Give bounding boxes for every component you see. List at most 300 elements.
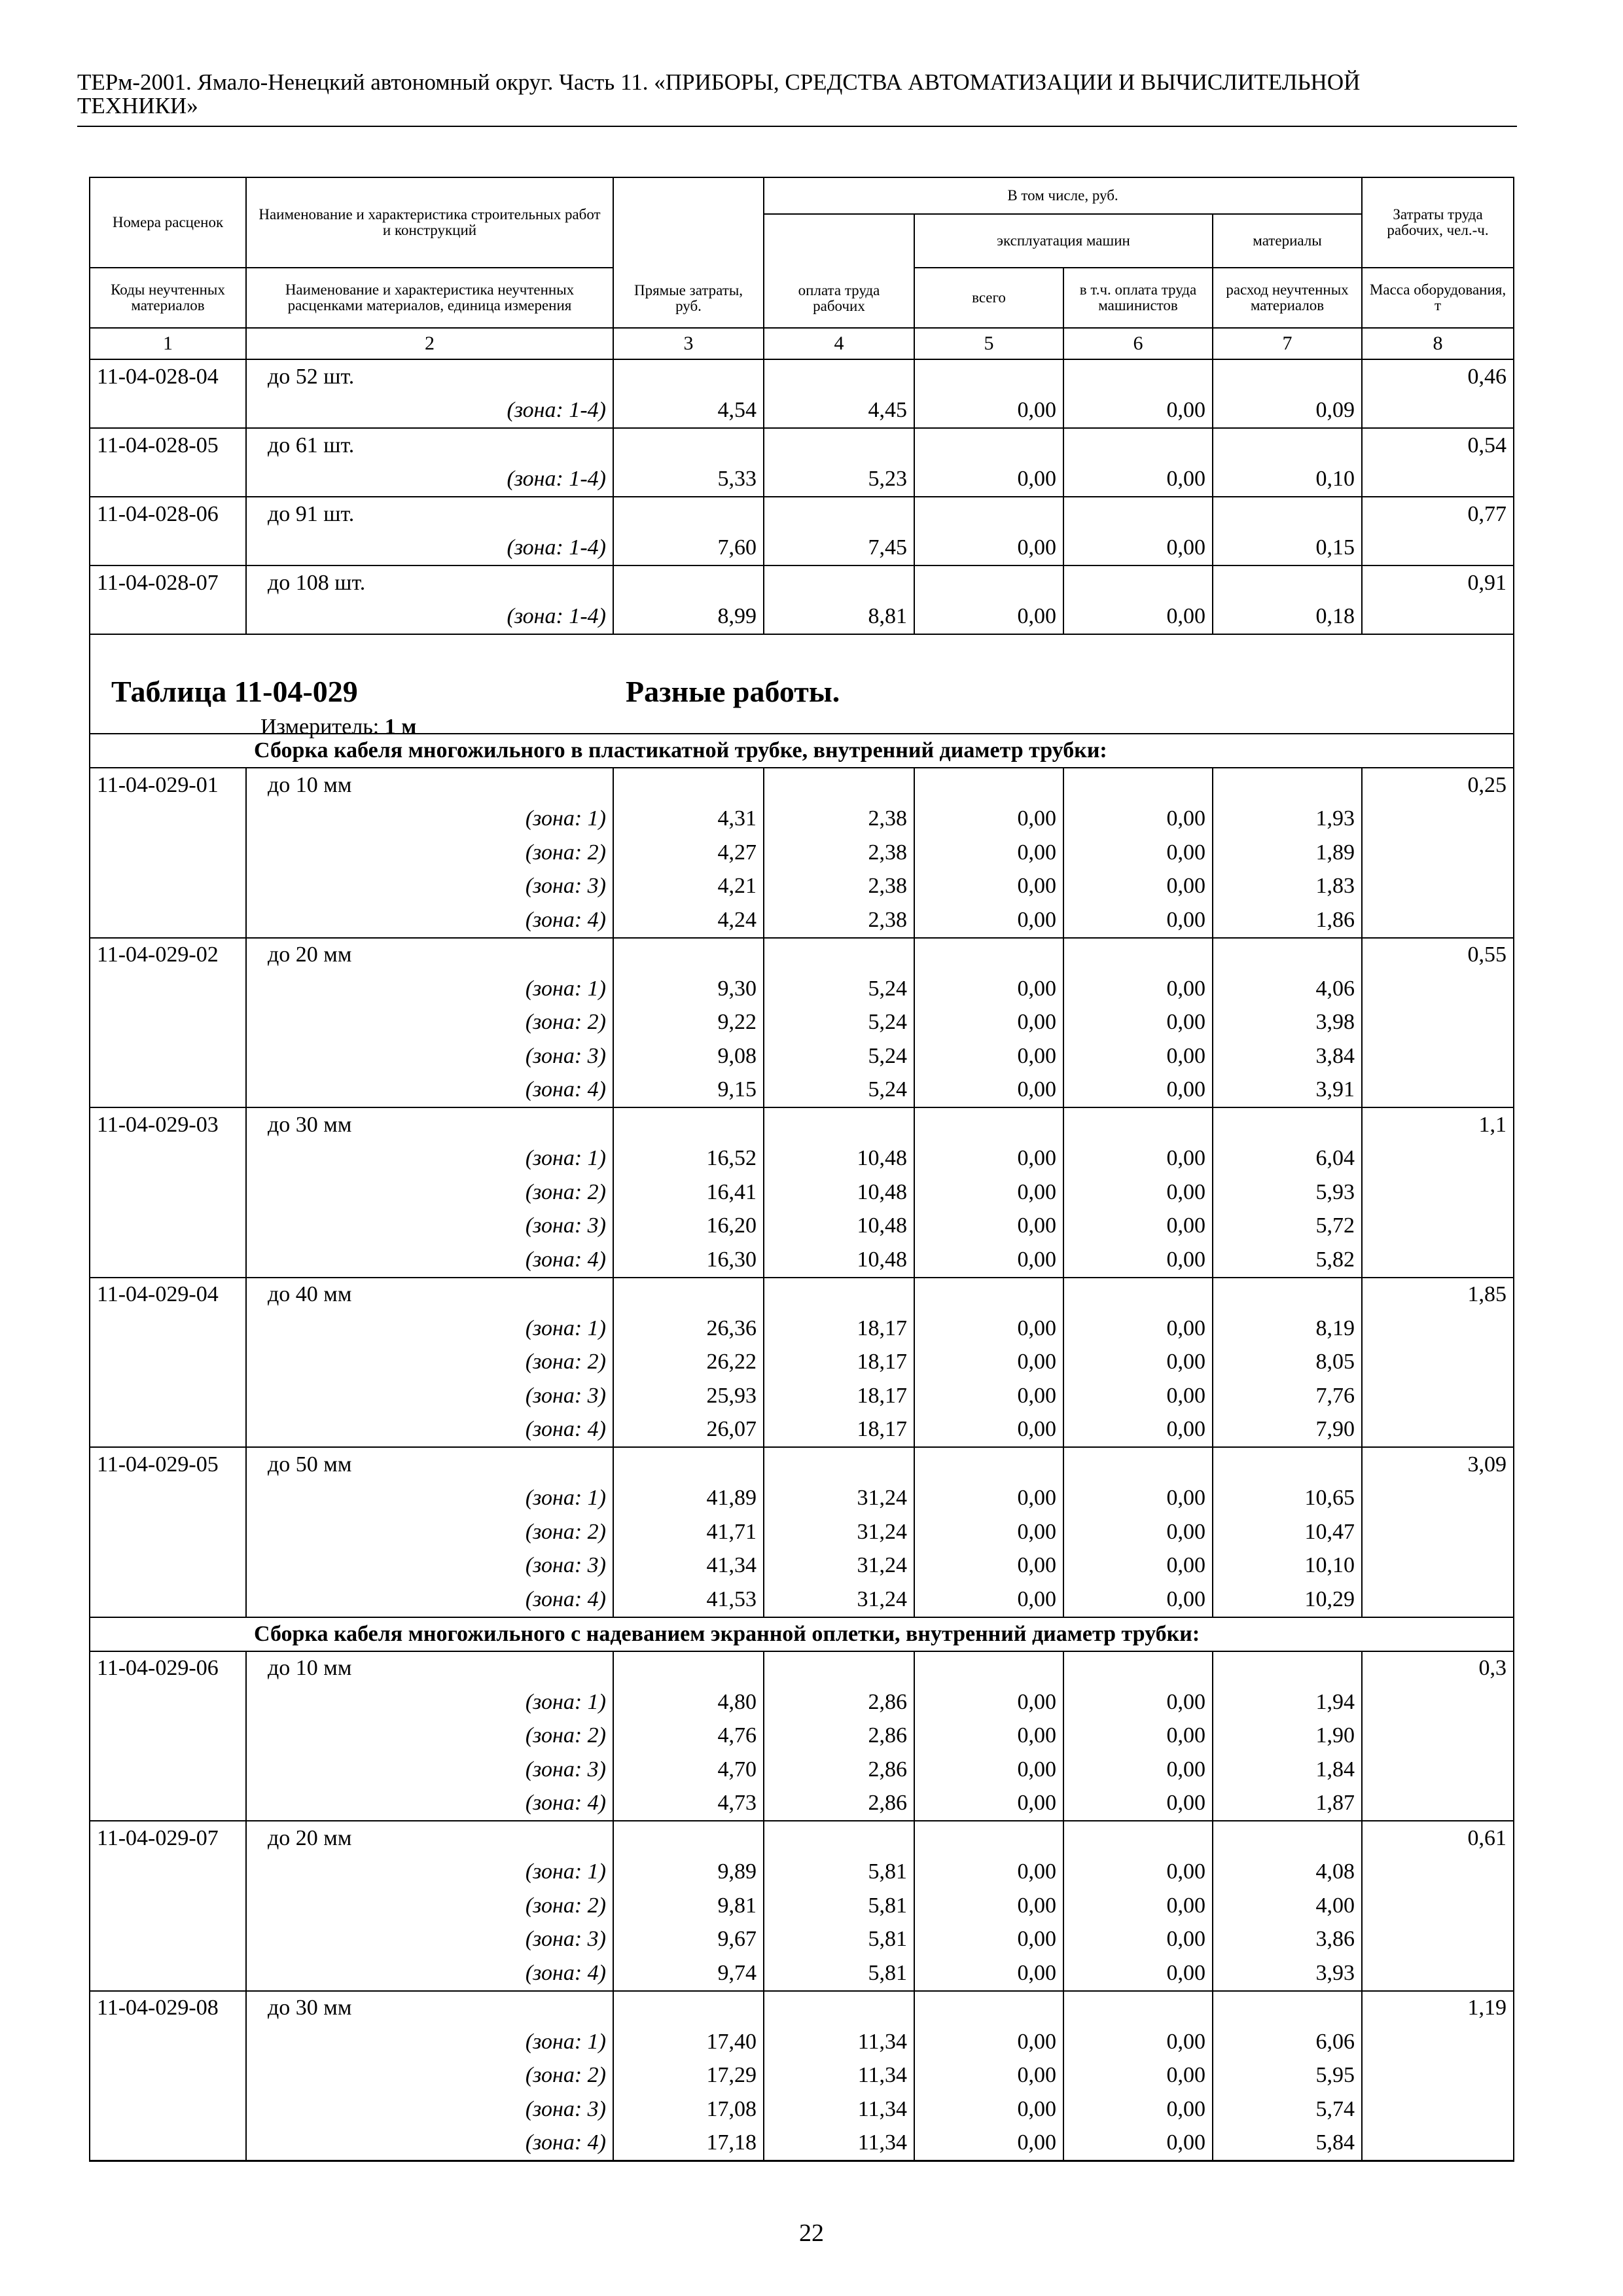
machines-total: 0,00 [914, 972, 1063, 1006]
machines-total: 0,00 [914, 394, 1063, 429]
empty-cell [1362, 1413, 1514, 1448]
worker-pay: 2,86 [764, 1719, 914, 1753]
direct-costs: 4,80 [613, 1685, 764, 1719]
worker-pay: 5,81 [764, 1956, 914, 1991]
worker-pay: 2,86 [764, 1685, 914, 1719]
materials-cost: 1,90 [1213, 1719, 1362, 1753]
rate-code: 11-04-029-08 [90, 1991, 246, 2026]
zone-label: (зона: 1) [246, 1142, 613, 1176]
empty-cell [613, 565, 764, 600]
machines-total: 0,00 [914, 802, 1063, 836]
empty-cell [1362, 1787, 1514, 1821]
column-number: 8 [1362, 328, 1514, 359]
empty-cell [764, 1991, 914, 2026]
machinist-pay: 0,00 [1063, 1210, 1213, 1244]
labor-cost: 3,09 [1362, 1447, 1514, 1482]
machines-total: 0,00 [914, 1243, 1063, 1278]
table-title [97, 648, 1507, 739]
table-row [90, 497, 1514, 531]
empty-cell [1362, 1856, 1514, 1890]
empty-cell [90, 2059, 246, 2093]
direct-costs: 4,31 [613, 802, 764, 836]
col4-header: оплата труда рабочих [764, 214, 914, 328]
empty-cell [1362, 600, 1514, 635]
zone-label: (зона: 4) [246, 1583, 613, 1617]
empty-cell [1213, 1278, 1362, 1312]
rate-code: 11-04-029-05 [90, 1447, 246, 1482]
machinist-pay: 0,00 [1063, 903, 1213, 938]
table-row [90, 1753, 1514, 1787]
empty-cell [1063, 938, 1213, 973]
empty-cell [90, 1719, 246, 1753]
direct-costs: 41,53 [613, 1583, 764, 1617]
labor-cost: 0,3 [1362, 1651, 1514, 1686]
machines-total: 0,00 [914, 463, 1063, 497]
table-row [90, 1447, 1514, 1482]
machinist-pay: 0,00 [1063, 1889, 1213, 1923]
empty-cell [90, 870, 246, 904]
section-title: Сборка кабеля многожильного с надеванием экранной оплетки, внутренний диаметр трубки: [90, 1617, 1514, 1651]
worker-pay: 5,81 [764, 1889, 914, 1923]
zone-label: (зона: 3) [246, 1923, 613, 1957]
machinist-pay: 0,00 [1063, 870, 1213, 904]
zone-label: (зона: 1) [246, 1685, 613, 1719]
machines-total: 0,00 [914, 2092, 1063, 2126]
header-line-2: ТЕХНИКИ» [77, 93, 198, 118]
table-row [90, 1346, 1514, 1380]
materials-cost: 1,93 [1213, 802, 1362, 836]
materials-cost: 1,84 [1213, 1753, 1362, 1787]
table-row [90, 1719, 1514, 1753]
materials-cost: 10,10 [1213, 1549, 1362, 1583]
table-row [90, 1583, 1514, 1617]
rate-code: 11-04-028-04 [90, 359, 246, 394]
empty-cell [1362, 2092, 1514, 2126]
empty-cell [1362, 1346, 1514, 1380]
worker-pay: 5,81 [764, 1923, 914, 1957]
empty-cell [1063, 1107, 1213, 1142]
empty-cell [1362, 1583, 1514, 1617]
worker-pay: 2,86 [764, 1787, 914, 1821]
col5-header: всего [914, 268, 1063, 328]
column-number: 2 [246, 328, 613, 359]
materials-cost: 4,00 [1213, 1889, 1362, 1923]
empty-cell [1362, 1753, 1514, 1787]
empty-cell [764, 1447, 914, 1482]
machines-total: 0,00 [914, 1549, 1063, 1583]
direct-costs: 9,30 [613, 972, 764, 1006]
empty-cell [1213, 1991, 1362, 2026]
empty-cell [1362, 1175, 1514, 1210]
machines-total: 0,00 [914, 1413, 1063, 1448]
worker-pay: 31,24 [764, 1515, 914, 1549]
machinist-pay: 0,00 [1063, 1243, 1213, 1278]
empty-cell [914, 359, 1063, 394]
machines-total: 0,00 [914, 836, 1063, 870]
materials-cost: 5,93 [1213, 1175, 1362, 1210]
section-title: Сборка кабеля многожильного в пластикатной трубке, внутренний диаметр трубки: [90, 734, 1514, 768]
rates-table-body [90, 177, 1514, 2161]
zone-label: (зона: 2) [246, 1175, 613, 1210]
machines-total: 0,00 [914, 1583, 1063, 1617]
machines-total: 0,00 [914, 1856, 1063, 1890]
machines-total: 0,00 [914, 1956, 1063, 1991]
empty-cell [1213, 1651, 1362, 1686]
machines-total: 0,00 [914, 1142, 1063, 1176]
unit-of-measure [260, 715, 416, 740]
rate-name: до 91 шт. [246, 497, 613, 531]
empty-cell [1063, 1278, 1213, 1312]
table-row [90, 1006, 1514, 1040]
worker-pay: 2,38 [764, 836, 914, 870]
col1-top-header: Номера расценок [90, 177, 246, 268]
table-row [90, 1312, 1514, 1346]
empty-cell [90, 1923, 246, 1957]
table-row [90, 1379, 1514, 1413]
empty-cell [1063, 1447, 1213, 1482]
zone-label: (зона: 4) [246, 1787, 613, 1821]
empty-cell [1362, 1006, 1514, 1040]
table-row [90, 1923, 1514, 1957]
zone-label: (зона: 3) [246, 1379, 613, 1413]
worker-pay: 18,17 [764, 1346, 914, 1380]
empty-cell [914, 1107, 1063, 1142]
worker-pay: 11,34 [764, 2059, 914, 2093]
empty-cell [914, 497, 1063, 531]
worker-pay: 18,17 [764, 1413, 914, 1448]
empty-cell [613, 1651, 764, 1686]
empty-cell [764, 1651, 914, 1686]
labor-cost: 0,91 [1362, 565, 1514, 600]
empty-cell [914, 1991, 1063, 2026]
table-row [90, 2059, 1514, 2093]
machinist-pay: 0,00 [1063, 1719, 1213, 1753]
table-title-row [90, 634, 1514, 734]
zone-label: (зона: 1-4) [246, 600, 613, 635]
empty-cell [90, 1685, 246, 1719]
table-row [90, 1482, 1514, 1516]
machinist-pay: 0,00 [1063, 463, 1213, 497]
table-row [90, 1651, 1514, 1686]
table-title-cell [90, 634, 1514, 739]
machines-total: 0,00 [914, 1515, 1063, 1549]
col8-bottom-header: Масса оборудования, т [1362, 268, 1514, 328]
materials-cost: 8,05 [1213, 1346, 1362, 1380]
worker-pay: 31,24 [764, 1549, 914, 1583]
empty-cell [764, 1821, 914, 1856]
machines-header: эксплуатация машин [914, 214, 1213, 268]
table-row [90, 870, 1514, 904]
empty-cell [90, 1243, 246, 1278]
header-line-1: ТЕРм-2001. Ямало-Ненецкий автономный округ. Часть 11. «ПРИБОРЫ, СРЕДСТВА АВТОМАТИЗАЦИИ И ВЫЧИСЛИТЕЛЬНОЙ [77, 69, 1361, 95]
rate-name: до 30 мм [246, 1107, 613, 1142]
empty-cell [1213, 359, 1362, 394]
machines-total: 0,00 [914, 1889, 1063, 1923]
machinist-pay: 0,00 [1063, 1753, 1213, 1787]
table-row [90, 1278, 1514, 1312]
direct-costs: 25,93 [613, 1379, 764, 1413]
table-row [90, 1210, 1514, 1244]
machinist-pay: 0,00 [1063, 1549, 1213, 1583]
empty-cell [1063, 359, 1213, 394]
direct-costs: 17,40 [613, 2025, 764, 2059]
empty-cell [1063, 1651, 1213, 1686]
machinist-pay: 0,00 [1063, 600, 1213, 635]
machines-total: 0,00 [914, 1923, 1063, 1957]
machinist-pay: 0,00 [1063, 1073, 1213, 1108]
materials-cost: 3,93 [1213, 1956, 1362, 1991]
unit-value: 1 м [384, 715, 417, 739]
machines-total: 0,00 [914, 1719, 1063, 1753]
worker-pay: 5,23 [764, 463, 914, 497]
zone-label: (зона: 2) [246, 1719, 613, 1753]
empty-cell [90, 1583, 246, 1617]
machines-total: 0,00 [914, 1379, 1063, 1413]
direct-costs: 4,76 [613, 1719, 764, 1753]
empty-cell [90, 1413, 246, 1448]
machinist-pay: 0,00 [1063, 836, 1213, 870]
empty-cell [914, 428, 1063, 463]
empty-cell [1362, 1379, 1514, 1413]
empty-cell [1213, 428, 1362, 463]
empty-cell [1213, 768, 1362, 802]
worker-pay: 18,17 [764, 1379, 914, 1413]
table-row [90, 2025, 1514, 2059]
labor-cost: 0,61 [1362, 1821, 1514, 1856]
empty-cell [1362, 394, 1514, 429]
empty-cell [914, 1821, 1063, 1856]
empty-cell [90, 1039, 246, 1073]
table-row [90, 1991, 1514, 2026]
section-row [90, 1617, 1514, 1651]
materials-cost: 4,08 [1213, 1856, 1362, 1890]
rate-code: 11-04-029-04 [90, 1278, 246, 1312]
zone-label: (зона: 2) [246, 1006, 613, 1040]
materials-cost: 0,09 [1213, 394, 1362, 429]
empty-cell [1362, 1210, 1514, 1244]
machinist-pay: 0,00 [1063, 1379, 1213, 1413]
header-row-1 [90, 177, 1514, 214]
empty-cell [90, 1210, 246, 1244]
worker-pay: 10,48 [764, 1175, 914, 1210]
worker-pay: 10,48 [764, 1210, 914, 1244]
table-row [90, 1787, 1514, 1821]
column-number: 6 [1063, 328, 1213, 359]
direct-costs: 9,15 [613, 1073, 764, 1108]
machines-total: 0,00 [914, 1346, 1063, 1380]
machines-total: 0,00 [914, 1006, 1063, 1040]
empty-cell [764, 359, 914, 394]
worker-pay: 11,34 [764, 2126, 914, 2161]
empty-cell [1213, 1821, 1362, 1856]
empty-cell [914, 1447, 1063, 1482]
empty-cell [1362, 1549, 1514, 1583]
table-number: Таблица 11-04-029 [111, 675, 358, 708]
machinist-pay: 0,00 [1063, 1583, 1213, 1617]
empty-cell [914, 1651, 1063, 1686]
table-row [90, 531, 1514, 566]
materials-cost: 5,72 [1213, 1210, 1362, 1244]
direct-costs: 16,20 [613, 1210, 764, 1244]
table-row [90, 1889, 1514, 1923]
empty-cell [1362, 463, 1514, 497]
empty-cell [90, 972, 246, 1006]
materials-cost: 5,82 [1213, 1243, 1362, 1278]
empty-cell [1362, 2059, 1514, 2093]
materials-cost: 3,98 [1213, 1006, 1362, 1040]
empty-cell [90, 1006, 246, 1040]
worker-pay: 4,45 [764, 394, 914, 429]
zone-label: (зона: 1) [246, 972, 613, 1006]
direct-costs: 4,27 [613, 836, 764, 870]
worker-pay: 5,24 [764, 1039, 914, 1073]
empty-cell [90, 1346, 246, 1380]
empty-cell [914, 565, 1063, 600]
empty-cell [90, 2025, 246, 2059]
labor-cost: 1,1 [1362, 1107, 1514, 1142]
table-row [90, 600, 1514, 635]
empty-cell [90, 1175, 246, 1210]
zone-label: (зона: 3) [246, 1039, 613, 1073]
materials-cost: 10,29 [1213, 1583, 1362, 1617]
empty-cell [90, 836, 246, 870]
empty-cell [1213, 497, 1362, 531]
empty-cell [613, 1447, 764, 1482]
empty-cell [914, 768, 1063, 802]
empty-cell [1063, 1991, 1213, 2026]
materials-cost: 5,95 [1213, 2059, 1362, 2093]
empty-cell [90, 1312, 246, 1346]
empty-cell [613, 359, 764, 394]
empty-cell [1362, 1243, 1514, 1278]
empty-cell [613, 1107, 764, 1142]
machinist-pay: 0,00 [1063, 972, 1213, 1006]
direct-costs: 4,73 [613, 1787, 764, 1821]
labor-cost: 0,46 [1362, 359, 1514, 394]
empty-cell [613, 768, 764, 802]
worker-pay: 7,45 [764, 531, 914, 566]
materials-cost: 10,47 [1213, 1515, 1362, 1549]
empty-cell [764, 497, 914, 531]
empty-cell [90, 600, 246, 635]
labor-cost: 0,77 [1362, 497, 1514, 531]
empty-cell [613, 1821, 764, 1856]
materials-cost: 4,06 [1213, 972, 1362, 1006]
group-header: В том числе, руб. [764, 177, 1362, 214]
empty-cell [1213, 1107, 1362, 1142]
zone-label: (зона: 1) [246, 2025, 613, 2059]
materials-cost: 5,74 [1213, 2092, 1362, 2126]
machinist-pay: 0,00 [1063, 2025, 1213, 2059]
labor-cost: 1,85 [1362, 1278, 1514, 1312]
materials-cost: 7,76 [1213, 1379, 1362, 1413]
table-row [90, 1073, 1514, 1108]
worker-pay: 2,38 [764, 802, 914, 836]
empty-cell [1063, 768, 1213, 802]
direct-costs: 16,30 [613, 1243, 764, 1278]
machinist-pay: 0,00 [1063, 1346, 1213, 1380]
zone-label: (зона: 2) [246, 1515, 613, 1549]
empty-cell [1362, 1685, 1514, 1719]
machinist-pay: 0,00 [1063, 1787, 1213, 1821]
table-row [90, 463, 1514, 497]
zone-label: (зона: 2) [246, 1889, 613, 1923]
empty-cell [1362, 972, 1514, 1006]
machinist-pay: 0,00 [1063, 531, 1213, 566]
empty-cell [90, 1142, 246, 1176]
rate-name: до 61 шт. [246, 428, 613, 463]
zone-label: (зона: 4) [246, 903, 613, 938]
rate-name: до 30 мм [246, 1991, 613, 2026]
rate-code: 11-04-029-02 [90, 938, 246, 973]
rate-name: до 20 мм [246, 938, 613, 973]
worker-pay: 5,24 [764, 1073, 914, 1108]
machines-total: 0,00 [914, 600, 1063, 635]
empty-cell [90, 1549, 246, 1583]
machinist-pay: 0,00 [1063, 1923, 1213, 1957]
direct-costs: 4,24 [613, 903, 764, 938]
materials-cost: 1,86 [1213, 903, 1362, 938]
rate-code: 11-04-028-06 [90, 497, 246, 531]
direct-costs: 7,60 [613, 531, 764, 566]
page-number: 22 [799, 2219, 824, 2247]
machines-total: 0,00 [914, 1685, 1063, 1719]
machines-total: 0,00 [914, 1312, 1063, 1346]
zone-label: (зона: 4) [246, 1073, 613, 1108]
zone-label: (зона: 1) [246, 1312, 613, 1346]
materials-cost: 1,89 [1213, 836, 1362, 870]
materials-cost: 1,94 [1213, 1685, 1362, 1719]
empty-cell [1063, 565, 1213, 600]
worker-pay: 8,81 [764, 600, 914, 635]
col3-header: Прямые затраты, руб. [613, 177, 764, 328]
worker-pay: 5,81 [764, 1856, 914, 1890]
table-name: Разные работы. [626, 675, 840, 708]
empty-cell [90, 1856, 246, 1890]
materials-cost: 0,10 [1213, 463, 1362, 497]
table-row [90, 359, 1514, 394]
rate-code: 11-04-028-07 [90, 565, 246, 600]
machines-total: 0,00 [914, 1073, 1063, 1108]
col1-bottom-header: Коды неучтенных материалов [90, 268, 246, 328]
worker-pay: 18,17 [764, 1312, 914, 1346]
zone-label: (зона: 1-4) [246, 394, 613, 429]
machinist-pay: 0,00 [1063, 2059, 1213, 2093]
machinist-pay: 0,00 [1063, 1413, 1213, 1448]
worker-pay: 2,38 [764, 870, 914, 904]
empty-cell [1063, 1821, 1213, 1856]
empty-cell [1213, 938, 1362, 973]
table-row [90, 1107, 1514, 1142]
machines-total: 0,00 [914, 2126, 1063, 2161]
direct-costs: 41,89 [613, 1482, 764, 1516]
machines-total: 0,00 [914, 1482, 1063, 1516]
direct-costs: 9,67 [613, 1923, 764, 1957]
machines-total: 0,00 [914, 870, 1063, 904]
table-row [90, 1956, 1514, 1991]
empty-cell [1362, 1482, 1514, 1516]
materials-cost: 5,84 [1213, 2126, 1362, 2161]
empty-cell [90, 2092, 246, 2126]
unit-label: Измеритель: [260, 715, 380, 739]
worker-pay: 5,24 [764, 1006, 914, 1040]
labor-cost: 0,54 [1362, 428, 1514, 463]
zone-label: (зона: 2) [246, 836, 613, 870]
zone-label: (зона: 2) [246, 2059, 613, 2093]
empty-cell [613, 1991, 764, 2026]
machines-total: 0,00 [914, 1210, 1063, 1244]
machinist-pay: 0,00 [1063, 2126, 1213, 2161]
